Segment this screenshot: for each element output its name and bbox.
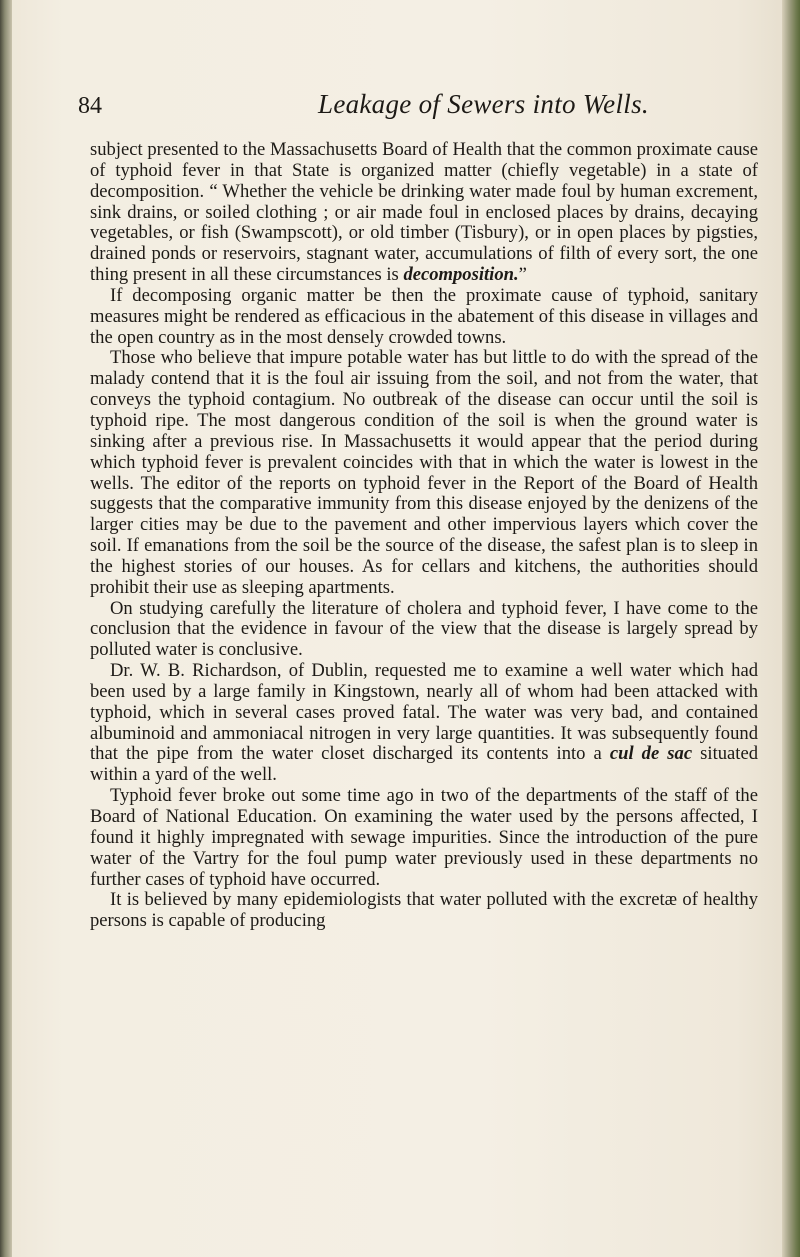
page-outer-edge bbox=[782, 0, 800, 1257]
page-binding-edge bbox=[0, 0, 12, 1257]
paragraph: Those who believe that impure potable water has but little to do with the spread of the malady contend that it is the foul air issuing from the soil, and not from the water, that conveys the typhoid contagium. No outbreak of the disease can occur until the soil is typhoid ripe. The most dangerous condition of the soil is when the ground water is sinking after a previous rise. In Massachusetts it would appear that the period during which typhoid fever is prevalent coincides with that in which the water is lowest in the wells. The editor of the reports on typhoid fever in the Report of the Board of Health suggests that the comparative immunity from this disease enjoyed by the denizens of the larger cities may be due to the pavement and other impervious layers which cover the soil. If emanations from the soil be the source of the disease, the safest plan is to sleep in the highest stories of our houses. As for cellars and kitchens, the authorities should prohibit their use as sleeping apartments. bbox=[90, 347, 758, 598]
page-number: 84 bbox=[78, 93, 102, 119]
paragraph-text: situated within a yard of the well. bbox=[90, 743, 758, 786]
running-title: Leakage of Sewers into Wells. bbox=[318, 89, 649, 119]
paragraph: Typhoid fever broke out some time ago in two of the departments of the staff of the Board of National Education. On examining the water used by the persons affected, I found it highly impregnated with sewage impurities. Since the introduction of the pure water of the Vartry for the foul pump water previously used in these departments no further cases of typhoid have occurred. bbox=[90, 785, 758, 890]
emphasis-text: decomposition. bbox=[403, 264, 519, 286]
body-text bbox=[90, 140, 758, 932]
paragraph-text: ” bbox=[518, 264, 527, 286]
paragraph: On studying carefully the literature of cholera and typhoid fever, I have come to the conclusion that the evidence in favour of the view that the disease is largely spread by polluted water is conclusive. bbox=[90, 597, 758, 661]
paragraph-continued bbox=[90, 140, 758, 286]
paragraph-text: subject presented to the Massachusetts Board of Health that the common proximate cause of typhoid fever in that State is organized matter (chiefly vegetable) in a state of decomposition. “ Whether the vehicle be drinking water made foul by human excrement, sink drains, or soiled clothing ; or air made foul in enclosed places by drains, decaying vegetables, or fish (Swampscott), or old timber (Tisbury), or in open places by pigsties, drained ponds or reservoirs, stagnant water, accumulations of filth of every sort, the one thing present in all these circumstances is bbox=[90, 139, 758, 286]
paragraph: It is believed by many epidemiologists that water polluted with the excretæ of healthy persons is capable of producing bbox=[90, 889, 758, 932]
emphasis-text: cul de sac bbox=[609, 743, 693, 765]
paragraph: If decomposing organic matter be then the proximate cause of typhoid, sanitary measures might be rendered as efficacious in the abatement of this disease in villages and the open country as in the most densely crowded towns. bbox=[90, 284, 758, 348]
paragraph-text: Dr. W. B. Richardson, of Dublin, requested me to examine a well water which had been used by a large family in Kingstown, nearly all of whom had been attacked with typhoid, which in several cases proved fatal. The water was very bad, and contained albuminoid and ammoniacal nitrogen in very large quantities. It was subsequently found that the pipe from the water closet discharged its contents into a bbox=[90, 660, 758, 765]
running-head bbox=[78, 89, 758, 127]
paragraph bbox=[90, 661, 758, 786]
